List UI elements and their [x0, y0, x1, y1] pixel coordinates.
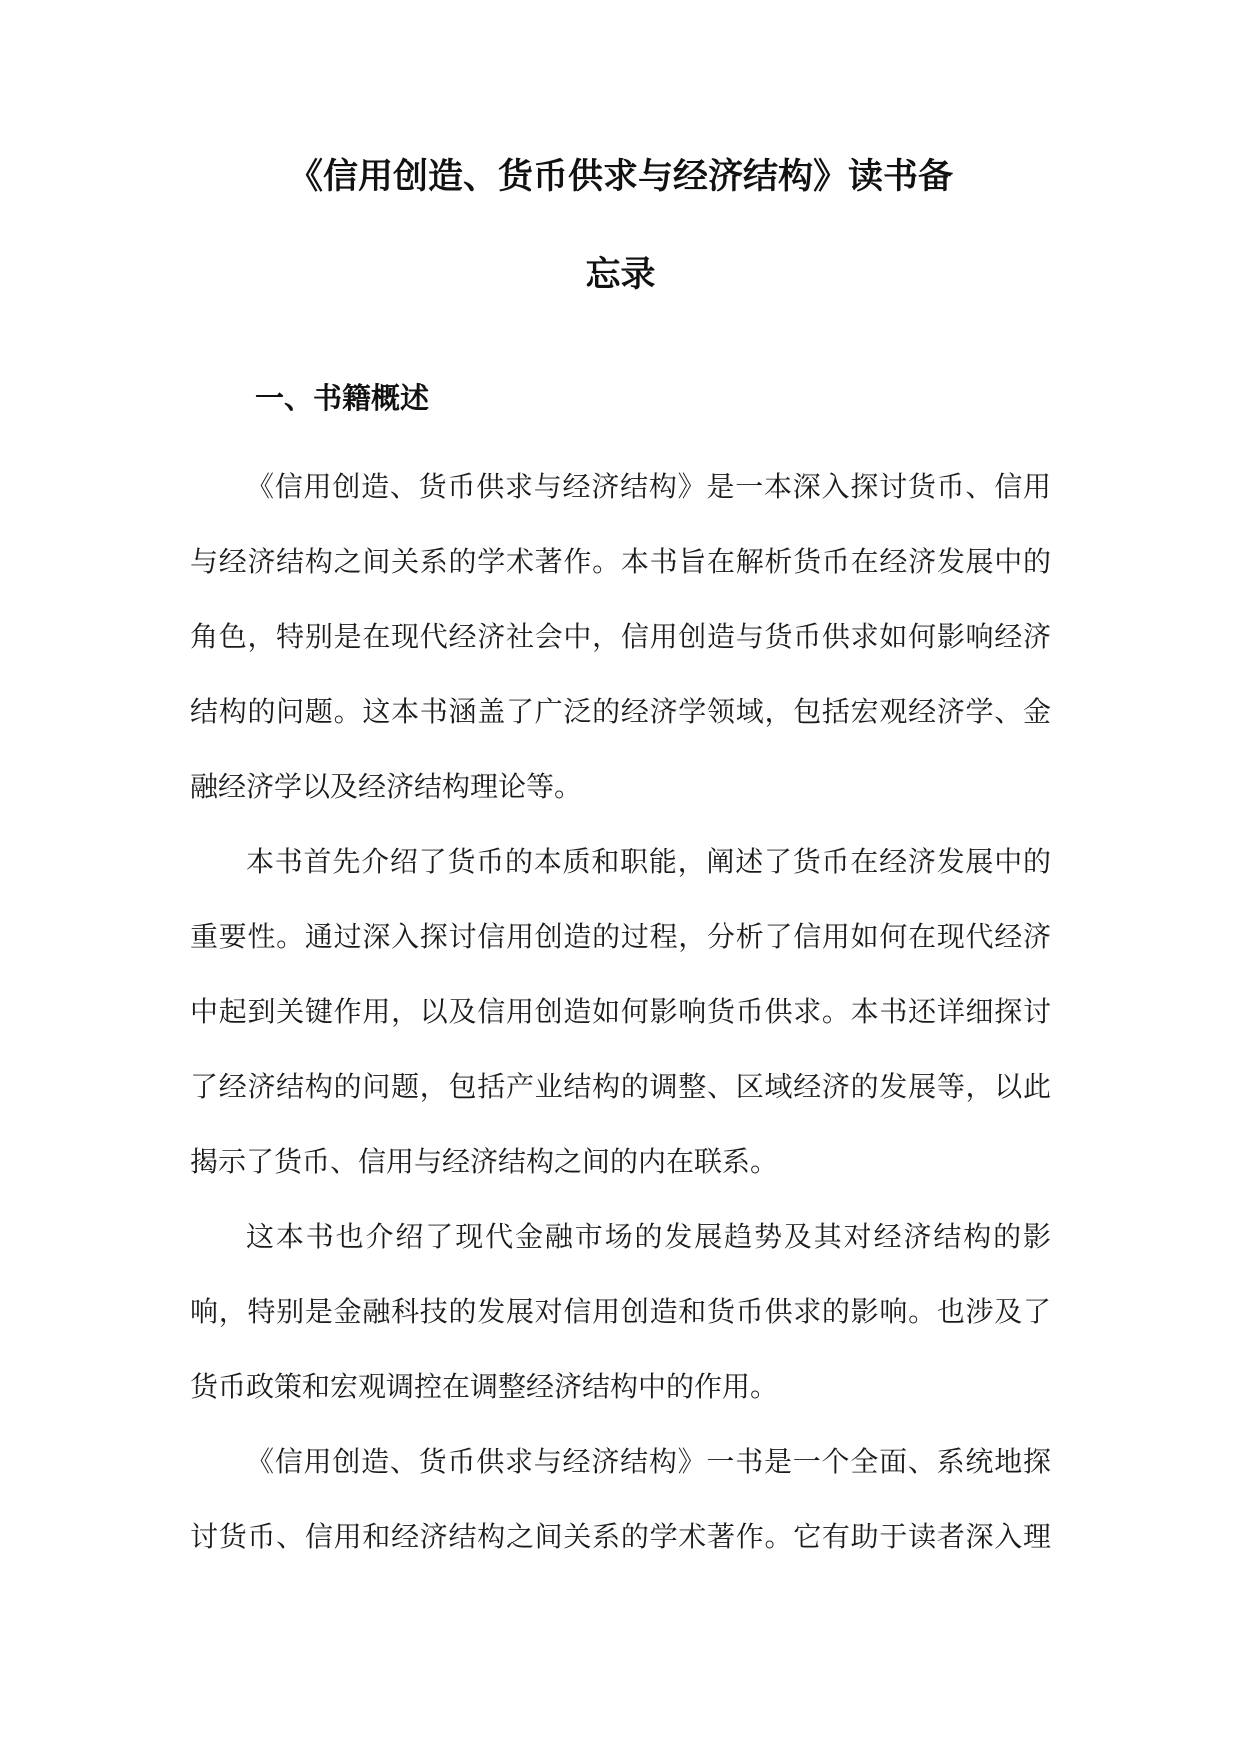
paragraph-2 — [190, 824, 1051, 1199]
paragraph-4 — [190, 1424, 1051, 1574]
paragraph-line: 讨货币、信用和经济结构之间关系的学术著作。它有助于读者深入理 — [190, 1520, 1051, 1553]
paragraph-line: 本书首先介绍了货币的本质和职能，阐述了货币在经济发展中的 — [246, 845, 1051, 878]
paragraph-line: 这本书也介绍了现代金融市场的发展趋势及其对经济结构的影 — [246, 1220, 1051, 1253]
paragraph-line: 融经济学以及经济结构理论等。 — [190, 770, 583, 803]
paragraph-line: 结构的问题。这本书涵盖了广泛的经济学领域，包括宏观经济学、金 — [190, 695, 1051, 728]
paragraph-3 — [190, 1199, 1051, 1424]
document-title-line-2: 忘录 — [585, 255, 656, 295]
document-title-line-1: 《信用创造、货币供求与经济结构》读书备 — [287, 157, 953, 197]
paragraph-line: 货币政策和宏观调控在调整经济结构中的作用。 — [190, 1370, 779, 1403]
section-heading: 一、书籍概述 — [255, 381, 430, 415]
paragraph-line: 中起到关键作用，以及信用创造如何影响货币供求。本书还详细探讨 — [190, 995, 1051, 1028]
paragraph-line: 重要性。通过深入探讨信用创造的过程，分析了信用如何在现代经济 — [190, 920, 1051, 953]
paragraph-line: 《信用创造、货币供求与经济结构》是一本深入探讨货币、信用 — [246, 470, 1051, 503]
paragraph-line: 《信用创造、货币供求与经济结构》一书是一个全面、系统地探 — [246, 1445, 1051, 1478]
paragraph-line: 与经济结构之间关系的学术著作。本书旨在解析货币在经济发展中的 — [190, 545, 1051, 578]
paragraph-line: 揭示了货币、信用与经济结构之间的内在联系。 — [190, 1145, 779, 1178]
paragraph-line: 响，特别是金融科技的发展对信用创造和货币供求的影响。也涉及了 — [190, 1295, 1051, 1328]
paragraph-1 — [190, 449, 1051, 824]
paragraph-line: 角色，特别是在现代经济社会中，信用创造与货币供求如何影响经济 — [190, 620, 1051, 653]
paragraph-line: 了经济结构的问题，包括产业结构的调整、区域经济的发展等，以此 — [190, 1070, 1051, 1103]
